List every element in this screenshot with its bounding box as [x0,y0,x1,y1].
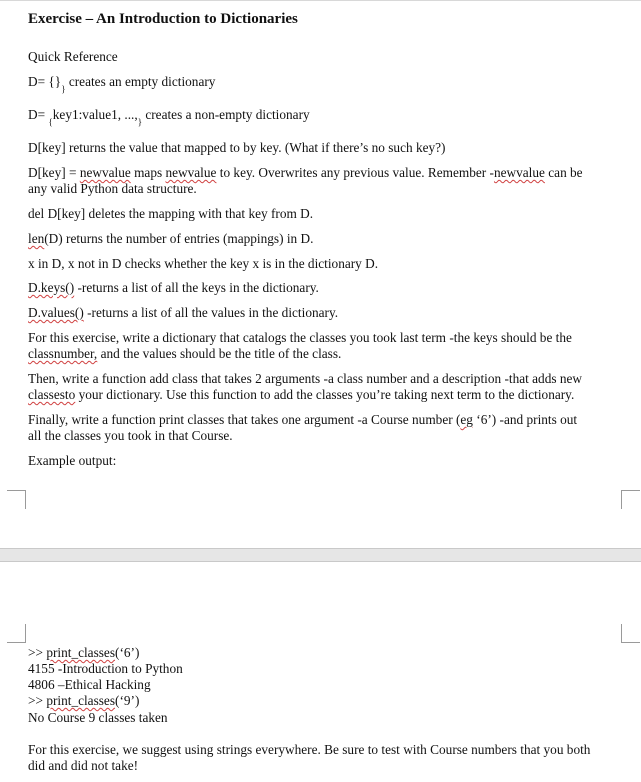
margin-corner-bottom-right [621,624,640,643]
para-add-class-line2: classesto your dictionary. Use this function to add the classes you’re taking next term to the dictionary. [28,387,575,402]
ref-membership: x in D, x not in D checks whether the key x is in the dictionary D. [28,256,379,271]
ref-assign-cont: any valid Python data structure. [28,181,197,196]
closing-line-2: did and did not take! [28,758,139,773]
ref-empty-dict: $D= \{\}_{\}}$ creates an empty dictionary [28,74,216,94]
output-line-4: >> print_classes(‘9’) [28,693,140,708]
ref-lookup: D[key] returns the value that mapped to by key. (What if there’s no such key?) [28,140,446,155]
ref-assign: D[key] = newvalue maps newvalue to key. Overwrites any previous value. Remember -newvalue can be [28,165,583,180]
para-catalog-line1: For this exercise, write a dictionary that catalogs the classes you took last term -the keys should be the [28,330,572,345]
margin-corner-bottom-left [7,624,26,643]
para-add-class-line1: Then, write a function add class that takes 2 arguments -a class number and a description -that adds new [28,371,582,386]
para-print-classes-line1: Finally, write a function print classes that takes one argument -a Course number (eg ‘6’) -and prints out [28,412,578,427]
quick-reference-heading: Quick Reference [28,49,118,64]
ref-len: len(D) returns the number of entries (mappings) in D. [28,231,314,246]
ref-keys: D.keys() -returns a list of all the keys in the dictionary. [28,280,319,295]
output-line-5: No Course 9 classes taken [28,710,168,725]
document-title: Exercise – An Introduction to Dictionaries [28,11,298,27]
margin-corner-top-left [7,490,26,509]
output-line-2: 4155 -Introduction to Python [28,661,183,676]
para-catalog-line2: classnumber, and the values should be the title of the class. [28,346,342,361]
closing-line-1: For this exercise, we suggest using strings everywhere. Be sure to test with Course numbers that you both [28,742,591,757]
ref-delete: del D[key] deletes the mapping with that key from D. [28,206,314,221]
example-output-label: Example output: [28,453,117,468]
margin-corner-top-right [621,490,640,509]
page-break-gap [0,548,641,562]
output-line-3: 4806 –Ethical Hacking [28,677,151,692]
ref-values: D.values() -returns a list of all the values in the dictionary. [28,305,339,320]
ref-nonempty-dict: D= $_{\{}$key1:value1, $...,_{\}}$ creates a non-empty dictionary [28,107,310,127]
para-print-classes-line2: all the classes you took in that Course. [28,428,233,443]
output-line-1: >> print_classes(‘6’) [28,645,140,660]
